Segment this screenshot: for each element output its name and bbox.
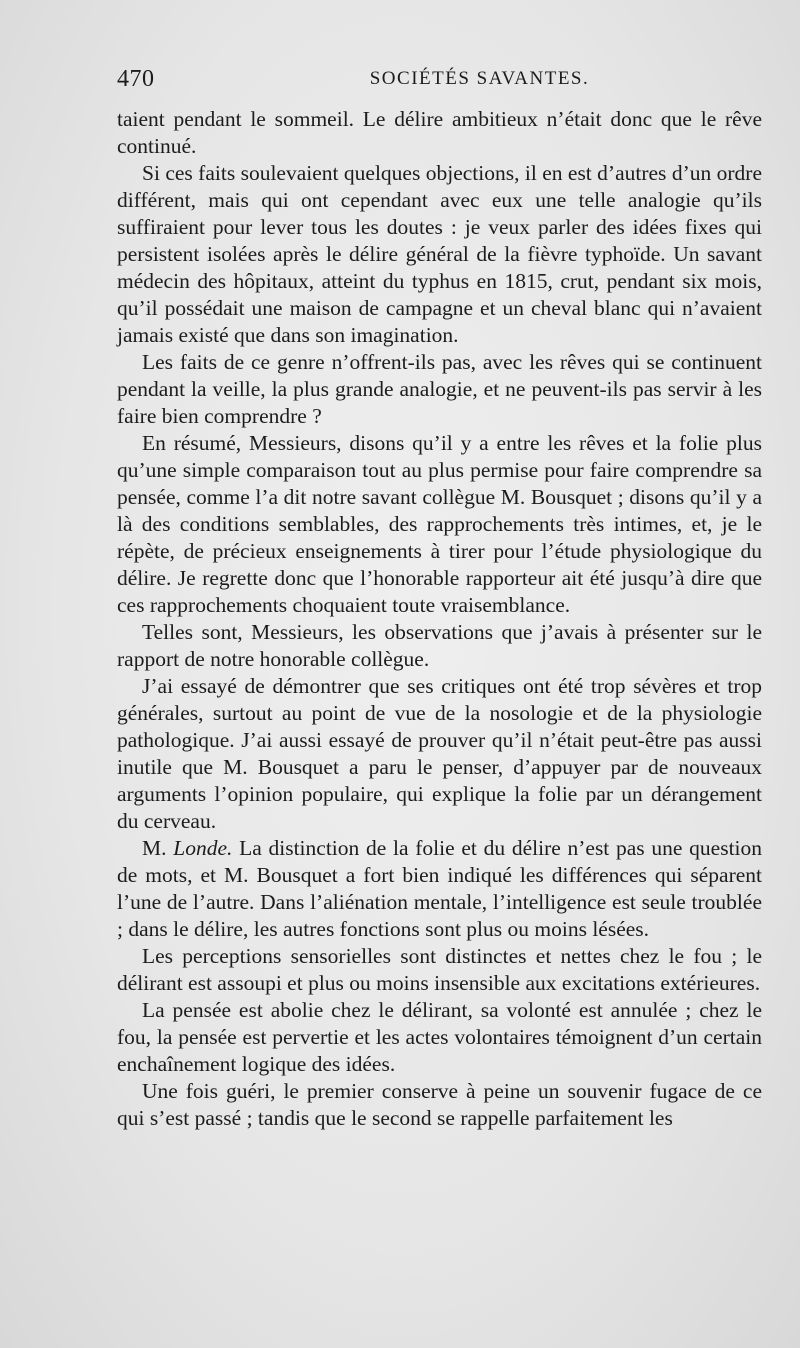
speaker-name: Londe. bbox=[173, 836, 233, 860]
page-number: 470 bbox=[117, 66, 155, 92]
paragraph: Une fois guéri, le premier conserve à peine un souvenir fugace de ce qui s’est passé ; tandis que le second se rappelle parfaitement les bbox=[117, 1079, 762, 1130]
paragraph: En résumé, Messieurs, disons qu’il y a entre les rêves et la folie plus qu’une simple comparaison tout au plus permise pour faire comprendre sa pensée, comme l’a dit notre savant collègue M. Bousquet ; disons qu’il y a là des conditions semblables, des rapprochements très intimes, et, je le répète, de précieux enseignements à tirer pour l’étude physiologique du délire. Je regrette donc que l’honorable rapporteur ait été jusqu’à dire que ces rapprochements choquaient toute vraisemblance. bbox=[117, 431, 762, 617]
paragraph: Les faits de ce genre n’offrent-ils pas, avec les rêves qui se continuent pendant la veille, la plus grande analogie, et ne peuvent-ils pas servir à les faire bien comprendre ? bbox=[117, 350, 762, 428]
body-text bbox=[117, 106, 762, 1132]
paragraph: J’ai essayé de démontrer que ses critiques ont été trop sévères et trop générales, surtout au point de vue de la nosologie et de la physiologie pathologique. J’ai aussi essayé de prouver qu’il n’était peut-être pas aussi inutile que M. Bousquet a paru le penser, d’appuyer par de nouveaux arguments l’opinion populaire, qui explique la folie par un dérangement du cerveau. bbox=[117, 674, 762, 833]
paragraph: Si ces faits soulevaient quelques objections, il en est d’autres d’un ordre différent, mais qui ont cependant avec eux une telle analogie qu’ils suffiraient pour lever tous les doutes : je veux parler des idées fixes qui persistent isolées après le délire général de la fièvre typhoïde. Un savant médecin des hôpitaux, atteint du typhus en 1815, crut, pendant six mois, qu’il possédait une maison de campagne et un cheval blanc qui n’avaient jamais existé que dans son imagination. bbox=[117, 161, 762, 347]
paragraph: Les perceptions sensorielles sont distinctes et nettes chez le fou ; le délirant est assoupi et plus ou moins insensible aux excitations extérieures. bbox=[117, 944, 762, 995]
paragraph: Telles sont, Messieurs, les observations que j’avais à présenter sur le rapport de notre honorable collègue. bbox=[117, 620, 762, 671]
speaker-paragraph bbox=[117, 835, 762, 943]
paragraph: La pensée est abolie chez le délirant, sa volonté est annulée ; chez le fou, la pensée est pervertie et les actes volontaires témoignent d’un certain enchaînement logique des idées. bbox=[117, 998, 762, 1076]
speaker-text: La distinction de la folie et du délire n’est pas une question de mots, et M. Bousquet a fort bien indiqué les différences qui séparent l’une de l’autre. Dans l’aliénation mentale, l’intelligence est seule troublée ; dans le délire, les autres fonctions sont plus ou moins lésées. bbox=[117, 836, 763, 941]
running-head bbox=[117, 66, 762, 96]
speaker-prefix: M. bbox=[142, 836, 167, 860]
paragraph-continued: taient pendant le sommeil. Le délire ambitieux n’était donc que le rêve continué. bbox=[117, 107, 762, 158]
running-title: SOCIÉTÉS SAVANTES. bbox=[369, 68, 590, 89]
